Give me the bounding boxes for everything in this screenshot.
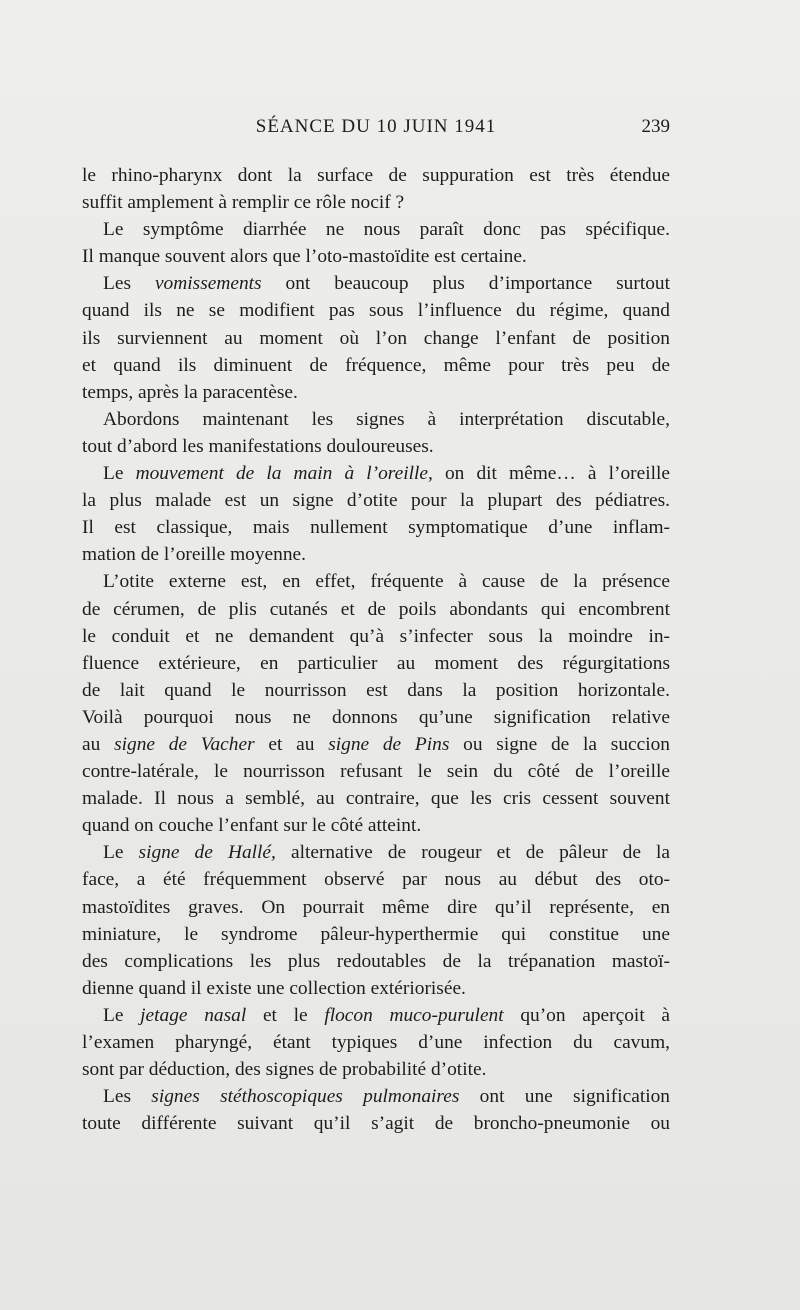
italic-term: signe de Pins bbox=[328, 733, 450, 755]
text-line: Il manque souvent alors que l’oto-mastoïdite est certaine. bbox=[82, 246, 527, 268]
text-line: quand ils ne se modifient pas sous l’influence du régime, quand bbox=[82, 300, 670, 322]
text-line: suffit amplement à remplir ce rôle nocif ? bbox=[82, 192, 405, 214]
text-line: Le signe de Hallé, alternative de rougeur et de pâleur de la bbox=[103, 842, 670, 864]
text-line: Les vomissements ont beaucoup plus d’importance surtout bbox=[103, 273, 670, 295]
text-line: miniature, le syndrome pâleur-hyperthermie qui constitue une bbox=[82, 923, 670, 945]
italic-term: vomissements bbox=[154, 273, 262, 295]
text-line: contre-latérale, le nourrisson refusant le sein du côté de l’oreille bbox=[82, 761, 670, 783]
text-line: tout d’abord les manifestations douloureuses. bbox=[82, 435, 434, 457]
text-line: Le symptôme diarrhée ne nous paraît donc pas spécifique. bbox=[103, 219, 670, 241]
text-line: mation de l’oreille moyenne. bbox=[82, 544, 306, 566]
italic-term: signes stéthoscopiques pulmonaires bbox=[151, 1086, 460, 1108]
text-line: toute différente suivant qu’il s’agit de broncho-pneumonie ou bbox=[82, 1113, 670, 1135]
text-line: le conduit et ne demandent qu’à s’infecter sous la moindre in- bbox=[82, 625, 670, 647]
text-line: sont par déduction, des signes de probabilité d’otite. bbox=[82, 1059, 487, 1081]
text-line: la plus malade est un signe d’otite pour la plupart des pédiatres. bbox=[82, 490, 670, 512]
text-line: malade. Il nous a semblé, au contraire, que les cris cessent souvent bbox=[82, 788, 670, 810]
text-line: Il est classique, mais nullement symptomatique d’une inflam- bbox=[82, 517, 670, 539]
text-line: l’examen pharyngé, étant typiques d’une infection du cavum, bbox=[82, 1032, 670, 1053]
text-line: mastoïdites graves. On pourrait même dire qu’il représente, en bbox=[82, 896, 670, 918]
italic-term: signe de Vacher bbox=[114, 733, 255, 755]
text-line: Le mouvement de la main à l’oreille, on dit même… à l’oreille bbox=[103, 463, 670, 485]
italic-term: signe de Hallé, bbox=[138, 842, 276, 864]
text-line: ils surviennent au moment où l’on change l’enfant de position bbox=[82, 327, 670, 349]
italic-term: jetage nasal bbox=[140, 1004, 247, 1026]
text-line: temps, après la paracentèse. bbox=[82, 381, 298, 403]
text-line: quand on couche l’enfant sur le côté atteint. bbox=[82, 815, 422, 837]
page-header bbox=[82, 116, 670, 148]
body-text bbox=[82, 162, 670, 1137]
text-line: Les signes stéthoscopiques pulmonaires ont une signification bbox=[103, 1086, 670, 1108]
italic-term: mouvement de la main à l’oreille, bbox=[135, 463, 433, 485]
text-line: fluence extérieure, en particulier au moment des régurgitations bbox=[82, 652, 670, 674]
text-line: de lait quand le nourrisson est dans la position horizontale. bbox=[82, 679, 670, 701]
text-line: et quand ils diminuent de fréquence, même pour très peu de bbox=[82, 354, 670, 376]
italic-term: flocon muco-purulent bbox=[324, 1004, 504, 1026]
text-line: Voilà pourquoi nous ne donnons qu’une signification relative bbox=[82, 706, 670, 728]
text-line: de cérumen, de plis cutanés et de poils abondants qui encombrent bbox=[82, 598, 670, 620]
text-line: L’otite externe est, en effet, fréquente à cause de la présence bbox=[103, 571, 670, 593]
page-number: 239 bbox=[641, 116, 670, 137]
text-line: au signe de Vacher et au signe de Pins ou signe de la succion bbox=[82, 733, 671, 755]
text-line: face, a été fréquemment observé par nous au début des oto- bbox=[82, 869, 670, 891]
text-line: des complications les plus redoutables de la trépanation mastoï- bbox=[82, 950, 670, 972]
running-title: SÉANCE DU 10 JUIN 1941 bbox=[255, 116, 497, 137]
text-line: dienne quand il existe une collection extériorisée. bbox=[82, 977, 466, 999]
text-line: Abordons maintenant les signes à interprétation discutable, bbox=[103, 408, 670, 430]
text-line: Le jetage nasal et le flocon muco-purulent qu’on aperçoit à bbox=[103, 1004, 670, 1026]
text-line: le rhino-pharynx dont la surface de suppuration est très étendue bbox=[82, 165, 670, 186]
